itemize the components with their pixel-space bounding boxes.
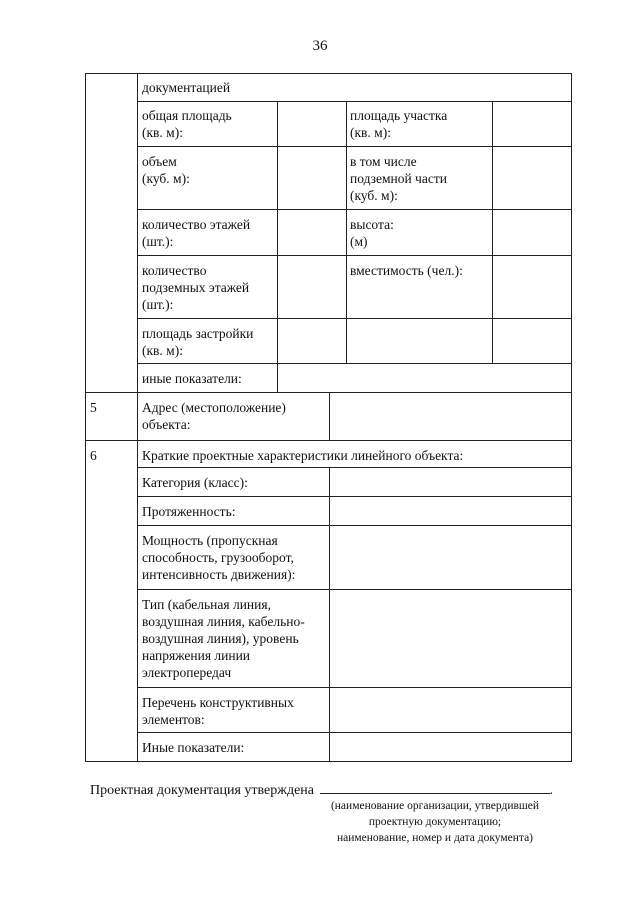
height-label: высота: (м) — [350, 217, 394, 249]
underground-floors-label: количество подземных этажей (шт.): — [142, 263, 250, 312]
plot-area-label: площадь участка (кв. м): — [350, 108, 448, 140]
approval-line — [90, 781, 553, 799]
structural-elements-label: Перечень конструктивных элементов: — [142, 695, 294, 727]
capacity-throughput-label: Мощность (пропускная способность, грузооборот, интенсивность движения): — [142, 533, 296, 582]
capacity-label: вместимость (чел.): — [350, 263, 463, 278]
linear-object-header: Краткие проектные характеристики линейного объекта: — [142, 448, 464, 463]
underground-volume-label: в том числе подземной части (куб. м): — [350, 154, 447, 203]
volume-label: объем (куб. м): — [142, 154, 190, 186]
category-label: Категория (класс): — [142, 475, 248, 490]
approval-period: . — [549, 783, 553, 798]
line-type-label: Тип (кабельная линия, воздушная линия, кабельно- воздушная линия), уровень напряжения линии электропередач — [142, 597, 305, 680]
page-number: 36 — [312, 38, 328, 54]
total-area-label: общая площадь (кв. м): — [142, 108, 232, 140]
approval-caption: (наименование организации, утвердившей проектную документацию; наименование, номер и дата документа) — [330, 800, 540, 844]
approval-blank[interactable] — [320, 781, 550, 794]
row-6-number: 6 — [90, 448, 97, 463]
address-label: Адрес (местоположение) объекта: — [142, 400, 286, 432]
approval-label: Проектная документация утверждена — [90, 783, 314, 798]
other-indicators-label: иные показатели: — [142, 371, 242, 386]
built-up-area-label: площадь застройки (кв. м): — [142, 326, 254, 358]
row-5-number: 5 — [90, 400, 97, 415]
other-indicators-6-label: Иные показатели: — [142, 740, 245, 755]
length-label: Протяженность: — [142, 504, 236, 519]
top-row-label: документацией — [142, 80, 231, 95]
floors-count-label: количество этажей (шт.): — [142, 217, 251, 249]
